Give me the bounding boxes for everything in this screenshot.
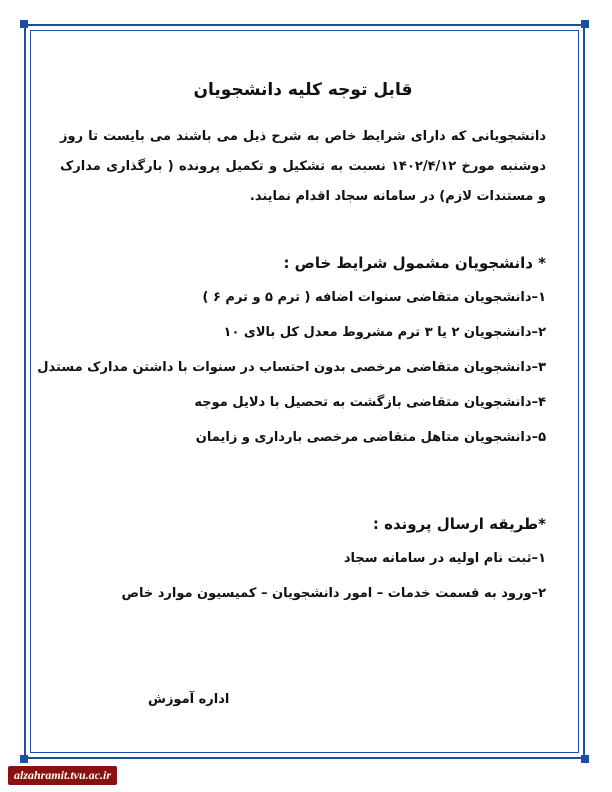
border-corner-bottom-left — [20, 755, 28, 763]
section-gap — [60, 465, 546, 515]
border-corner-top-left — [20, 20, 28, 28]
eligible-item: ۴–دانشجویان متقاضی بازگشت به تحصیل با دلایل موجه — [194, 395, 546, 410]
border-corner-top-right — [581, 20, 589, 28]
eligible-item: ۳–دانشجویان متقاضی مرخصی بدون احتساب در سنوات با داشتن مدارک مستدل — [37, 360, 546, 375]
border-corner-bottom-right — [581, 755, 589, 763]
eligible-item: ۲–دانشجویان ۲ یا ۳ ترم مشروط معدل کل بالای ۱۰ — [223, 325, 546, 340]
submission-item: ۲–ورود به قسمت خدمات – امور دانشجویان – کمیسیون موارد خاص — [121, 586, 546, 601]
notice-paragraph: دانشجویانی که دارای شرایط خاص به شرح ذیل می باشند می بایست تا روز دوشنبه مورخ ۱۴۰۲/۴/۱۲ نسبت به تشکیل و تکمیل پرونده ( بارگذاری مدارک و مستندات لازم) در سامانه سجاد اقدام نمایند. — [60, 129, 546, 204]
eligible-heading: * دانشجویان مشمول شرایط خاص : — [283, 254, 546, 272]
eligible-item: ۱–دانشجویان متقاضی سنوات اضافه ( ترم ۵ و ترم ۶ ) — [202, 290, 546, 305]
notice-content — [37, 70, 546, 621]
submission-heading: *طریقه ارسال پرونده : — [372, 515, 546, 533]
notice-title: قابل توجه کلیه دانشجویان — [193, 80, 413, 100]
submission-item: ۱–ثبت نام اولیه در سامانه سجاد — [343, 551, 546, 566]
signature: اداره آموزش — [148, 692, 230, 707]
site-url-tag[interactable]: alzahramit.tvu.ac.ir — [8, 766, 117, 785]
eligible-item: ۵–دانشجویان متاهل متقاضی مرخصی بارداری و زایمان — [195, 430, 546, 445]
